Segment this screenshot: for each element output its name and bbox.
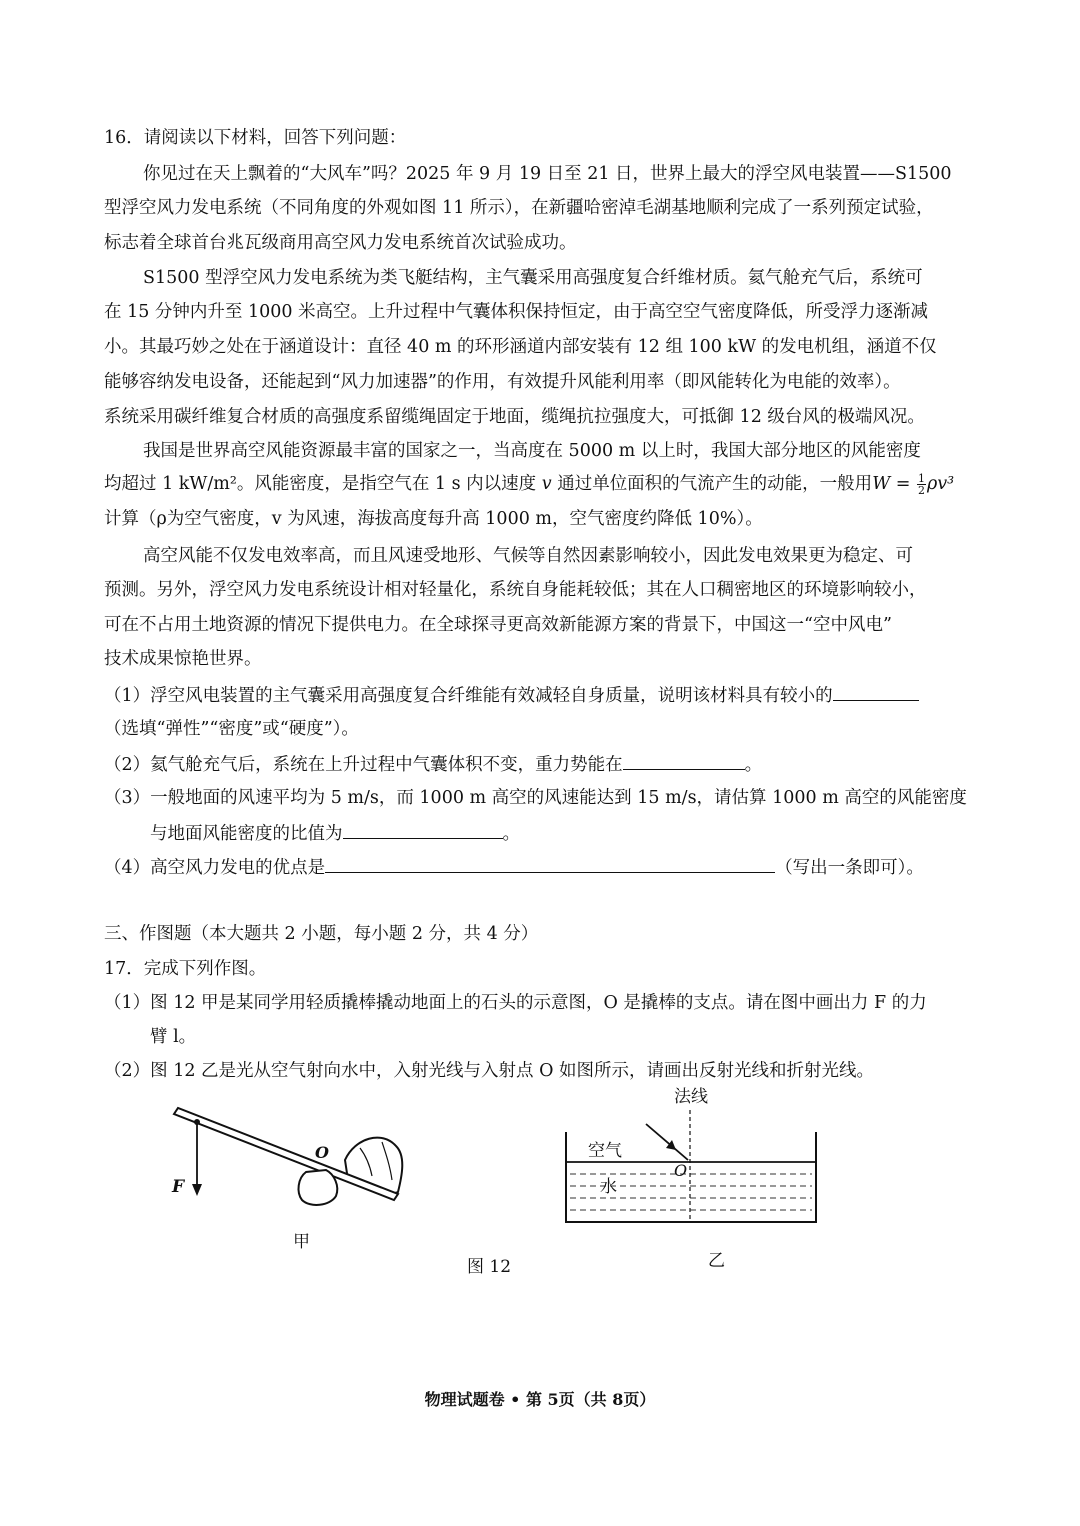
p3-line2 bbox=[104, 472, 976, 496]
formula-W: W bbox=[872, 474, 891, 494]
sub2-text: （2）氦气舱充气后，系统在上升过程中气囊体积不变，重力势能在 bbox=[104, 755, 623, 775]
p3-line3: 计算（ρ为空气密度，v 为风速，海拔高度每升高 1000 m，空气密度约降低 10%）。 bbox=[104, 509, 763, 529]
answer-blank-3[interactable] bbox=[343, 820, 503, 839]
sub1-text: （1）浮空风电装置的主气囊采用高强度复合纤维能有效减轻自身质量，说明该材料具有较小的 bbox=[104, 686, 833, 706]
formula-rest: ρv³ bbox=[926, 474, 955, 494]
p3-line1: 我国是世界高空风能资源最丰富的国家之一，当高度在 5000 m 以上时，我国大部分地区的风能密度 bbox=[143, 441, 921, 461]
caption-jia: 甲 bbox=[293, 1232, 310, 1252]
label-O-lever: O bbox=[315, 1143, 329, 1162]
label-F: F bbox=[172, 1177, 185, 1197]
sub1-line2: （选填“弹性”“密度”或“硬度”）。 bbox=[104, 719, 359, 739]
label-air: 空气 bbox=[588, 1141, 622, 1161]
p2-line5: 系统采用碳纤维复合材质的高强度系留缆绳固定于地面，缆绳抗拉强度大，可抵御 12 级台风的极端风况。 bbox=[104, 407, 925, 427]
sub1-line1 bbox=[104, 682, 976, 708]
label-O-refraction: O bbox=[674, 1161, 688, 1180]
formula-eq: = bbox=[890, 474, 916, 494]
caption-yi: 乙 bbox=[708, 1251, 725, 1271]
figure-lever[interactable] bbox=[160, 1100, 420, 1240]
q17-2-line: （2）图 12 乙是光从空气射向水中，入射光线与入射点 O 如图所示，请画出反射光线和折射光线。 bbox=[104, 1061, 874, 1081]
p4-line1: 高空风能不仅发电效率高，而且风速受地形、气候等自然因素影响较小，因此发电效果更为稳定、可 bbox=[143, 546, 913, 566]
sub2-end: 。 bbox=[744, 755, 763, 775]
p2-line2: 在 15 分钟内升至 1000 米高空。上升过程中气囊体积保持恒定，由于高空空气密度降低，所受浮力逐渐减 bbox=[104, 302, 929, 322]
answer-blank-1[interactable] bbox=[833, 682, 919, 701]
p4-line2: 预测。另外，浮空风力发电系统设计相对轻量化，系统自身能耗较低；其在人口稠密地区的环境影响较小， bbox=[104, 580, 927, 600]
sub4-line bbox=[104, 854, 976, 880]
p3-line2-part-a: 均超过 1 kW/m²。风能密度，是指空气在 1 s 内以速度 bbox=[104, 474, 542, 494]
sub2-line bbox=[104, 751, 976, 777]
p3-line2-part-b: 通过单位面积的气流产生的动能，一般用 bbox=[551, 474, 873, 494]
fraction-numerator: 1 bbox=[917, 472, 925, 485]
sub3-line1: （3）一般地面的风速平均为 5 m/s，而 1000 m 高空的风速能达到 15 m/s，请估算 1000 m 高空的风能密度 bbox=[104, 788, 967, 808]
section3-title: 三、作图题（本大题共 2 小题，每小题 2 分，共 4 分） bbox=[104, 924, 539, 944]
sub3-text: 与地面风能密度的比值为 bbox=[150, 824, 343, 844]
p1-line1: 你见过在天上飘着的“大风车”吗？2025 年 9 月 19 日至 21 日，世界上最大的浮空风电装置——S1500 bbox=[143, 164, 952, 184]
p2-line3: 小。其最巧妙之处在于涵道设计：直径 40 m 的环形涵道内部安装有 12 组 100 kW 的发电机组，涵道不仅 bbox=[104, 337, 937, 357]
sub3-line2 bbox=[150, 820, 976, 846]
p4-line3: 可在不占用土地资源的情况下提供电力。在全球探寻更高效新能源方案的背景下，中国这一“空中风电” bbox=[104, 615, 892, 635]
label-normal: 法线 bbox=[674, 1087, 708, 1107]
figure-refraction[interactable] bbox=[560, 1080, 830, 1230]
sub4-end: （写出一条即可）。 bbox=[775, 858, 924, 878]
q17-1-line2: 臂 l。 bbox=[150, 1027, 197, 1047]
page-footer: 物理试题卷 • 第 5页（共 8页） bbox=[424, 1390, 656, 1409]
p4-line4: 技术成果惊艳世界。 bbox=[104, 649, 262, 669]
sub3-end: 。 bbox=[502, 824, 520, 844]
answer-blank-2[interactable] bbox=[623, 751, 745, 770]
figure12-caption: 图 12 bbox=[467, 1257, 512, 1277]
p2-line1: S1500 型浮空风力发电系统为类飞艇结构，主气囊采用高强度复合纤维材质。氦气舱充气后，系统可 bbox=[143, 268, 923, 288]
answer-blank-4[interactable] bbox=[325, 854, 775, 873]
force-arrowhead bbox=[192, 1184, 202, 1196]
q17-title: 17．完成下列作图。 bbox=[104, 959, 267, 979]
sub4-text: （4）高空风力发电的优点是 bbox=[104, 858, 326, 878]
q17-1-line1: （1）图 12 甲是某同学用轻质撬棒撬动地面上的石头的示意图，O 是撬棒的支点。请在图中画出力 F 的力 bbox=[104, 993, 927, 1013]
incident-ray bbox=[646, 1124, 688, 1160]
label-water: 水 bbox=[600, 1177, 617, 1197]
q16-title: 16．请阅读以下材料，回答下列问题： bbox=[104, 128, 407, 148]
fulcrum-stone bbox=[299, 1170, 338, 1205]
p2-line4: 能够容纳发电设备，还能起到“风力加速器”的作用，有效提升风能利用率（即风能转化为电能的效率）。 bbox=[104, 372, 901, 392]
p1-line3: 标志着全球首台兆瓦级商用高空风力发电系统首次试验成功。 bbox=[104, 233, 577, 253]
formula-fraction bbox=[917, 473, 926, 496]
p1-line2: 型浮空风力发电系统（不同角度的外观如图 11 所示），在新疆哈密淖毛湖基地顺利完成了一系列预定试验， bbox=[104, 198, 934, 218]
var-v: v bbox=[541, 474, 552, 494]
fraction-denominator: 2 bbox=[917, 484, 925, 496]
